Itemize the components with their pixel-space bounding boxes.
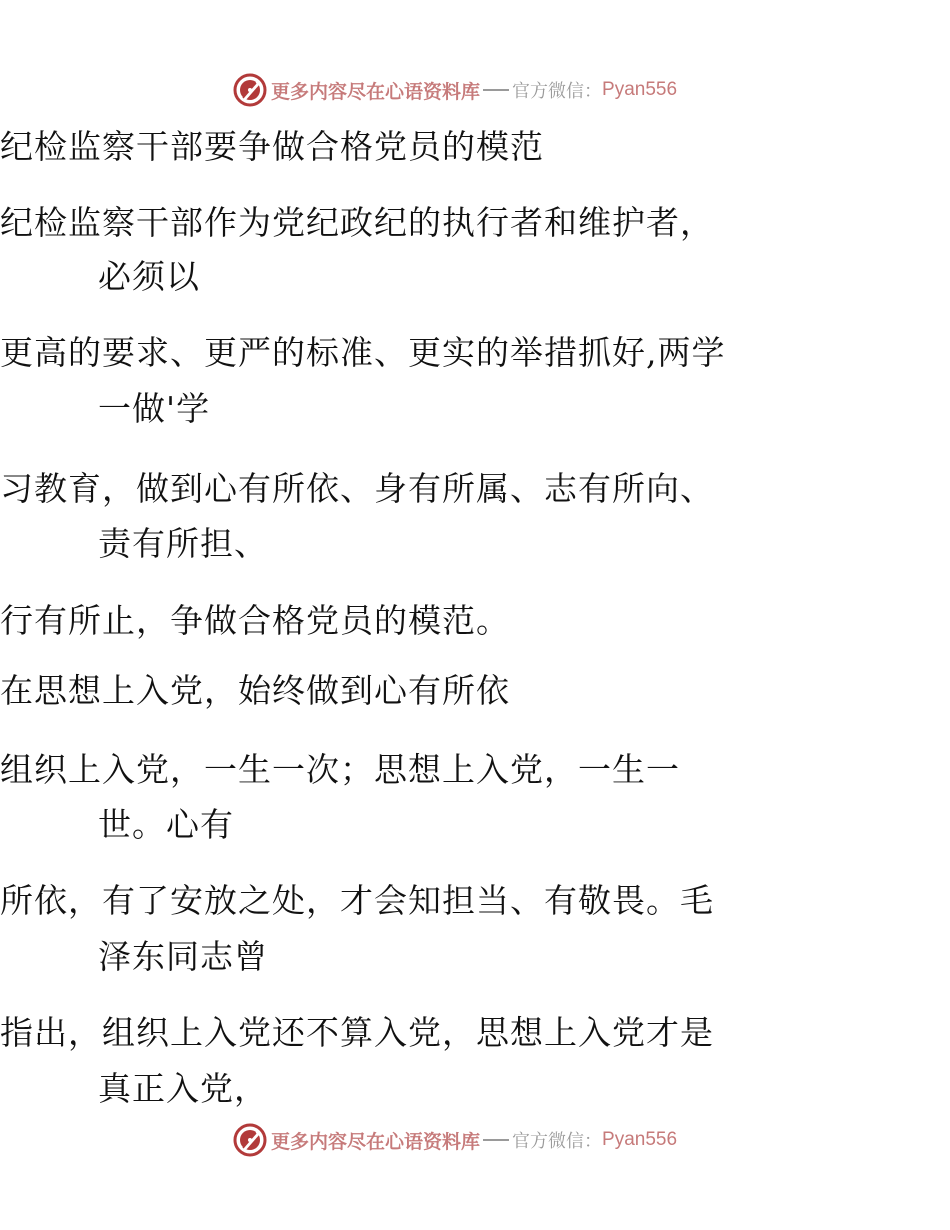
pen-logo-icon <box>233 1123 267 1157</box>
watermark-wechat-id: Pyan556 <box>602 79 678 100</box>
paragraph-line-4: 一做'学 <box>98 389 211 428</box>
paragraph-line-8: 组织上入党，一生一次；思想上入党，一生一 <box>0 750 680 789</box>
paragraph-line-12: 指出，组织上入党还不算入党，思想上入党才是 <box>0 1013 714 1052</box>
paragraph-line-5: 习教育，做到心有所依、身有所属、志有所向、 <box>0 469 714 508</box>
paragraph-line-6: 责有所担、 <box>98 524 268 563</box>
paragraph-line-10: 所依，有了安放之处，才会知担当、有敬畏。毛 <box>0 881 714 920</box>
document-title: 纪检监察干部要争做合格党员的模范 <box>0 127 544 166</box>
watermark-main-text: 更多内容尽在心语资料库 <box>271 1130 481 1153</box>
paragraph-line-2: 必须以 <box>98 257 200 296</box>
paragraph-line-9: 世。心有 <box>98 805 234 844</box>
section-heading: 在思想上入党，始终做到心有所依 <box>0 671 510 710</box>
paragraph-line-11: 泽东同志曾 <box>98 937 268 976</box>
watermark-official-text: 官方微信： <box>512 1131 603 1152</box>
paragraph-line-7: 行有所止，争做合格党员的模范。 <box>0 601 510 640</box>
header-watermark <box>233 73 677 107</box>
paragraph-line-1: 纪检监察干部作为党纪政纪的执行者和维护者， <box>0 203 714 242</box>
watermark-wechat-id: Pyan556 <box>602 1129 678 1150</box>
paragraph-line-13: 真正入党， <box>98 1069 268 1108</box>
footer-watermark <box>233 1123 677 1157</box>
pen-logo-icon <box>233 73 267 107</box>
paragraph-line-3: 更高的要求、更严的标准、更实的举措抓好,两学 <box>0 333 726 372</box>
watermark-official-text: 官方微信： <box>512 81 603 102</box>
watermark-main-text: 更多内容尽在心语资料库 <box>271 80 481 103</box>
watermark-dash <box>483 89 509 91</box>
watermark-dash <box>483 1139 509 1141</box>
